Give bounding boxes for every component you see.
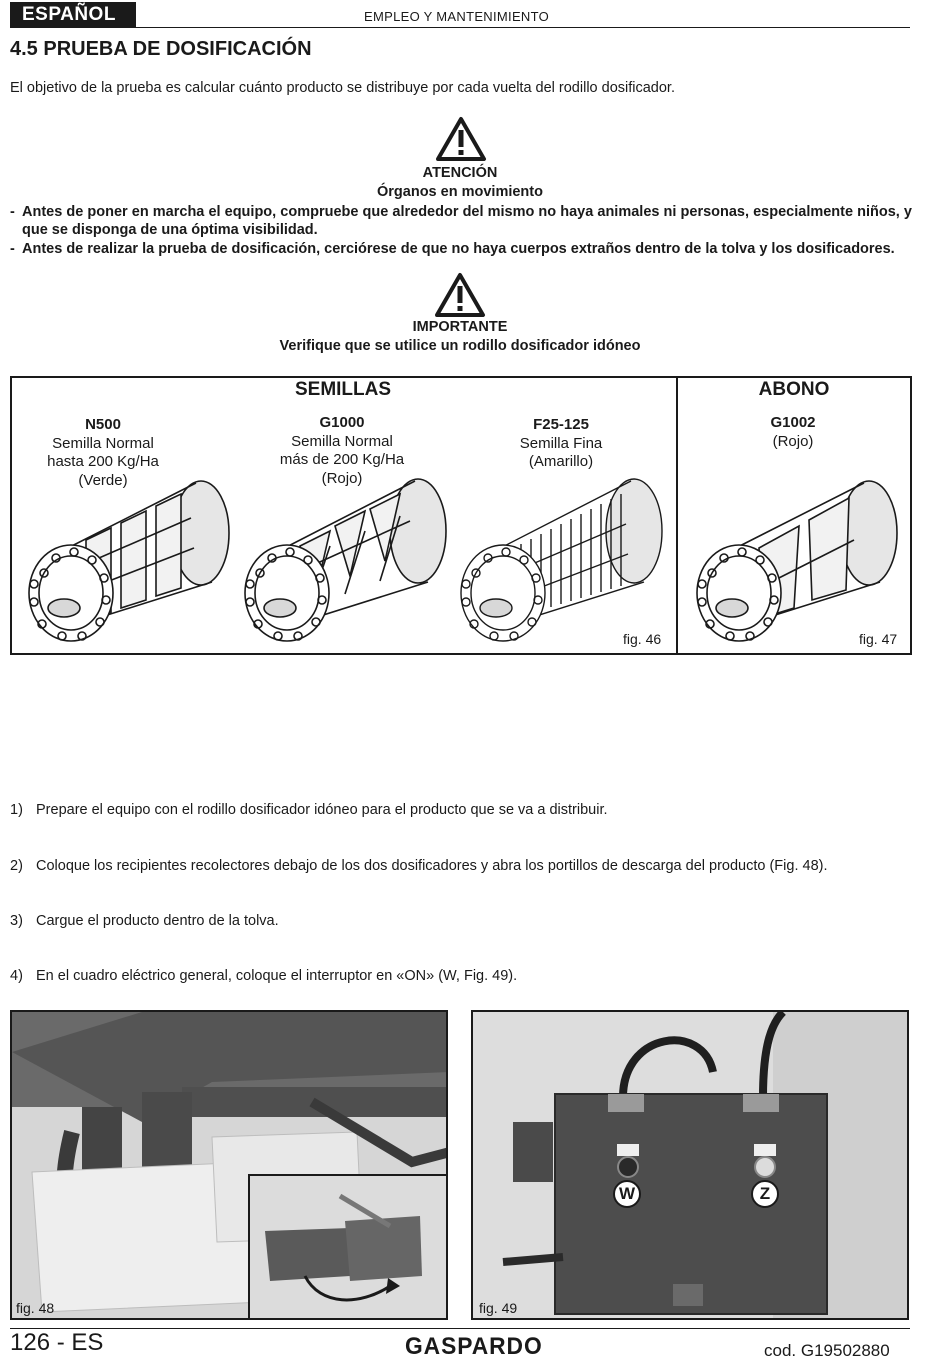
switch-w-marker: W [613, 1180, 641, 1208]
roller-caption-f25 [461, 416, 661, 472]
warning-item: - Antes de realizar la prueba de dosificación, cerciórese de que no haya cuerpos extraños dentro de la tolva y los dosificadores. [10, 240, 912, 258]
roller-desc: (Amarillo) [528, 453, 594, 470]
step-text: En el cuadro eléctrico general, coloque el interruptor en «ON» (W, Fig. 49). [36, 968, 518, 984]
roller-desc: (Rojo) [321, 469, 363, 487]
brand-logo: GASPARDO [405, 1333, 543, 1360]
roller-g1002-illustration [684, 478, 904, 653]
important-text: Verifique que se utilice un rodillo dosificador idóneo [279, 338, 641, 354]
warning-item: - Antes de poner en marcha el equipo, compruebe que alrededor del mismo no haya animales ni personas, especialmente niños, y que se disponga de una óptima visibilidad. [10, 203, 912, 239]
step-item [10, 802, 608, 818]
roller-code: G1000 [319, 414, 365, 431]
electrical-panel-illustration [473, 1012, 909, 1320]
step-text: Coloque los recipientes recolectores debajo de los dos dosificadores y abra los portillos de descarga del producto (Fig. 48). [36, 858, 828, 874]
inset-detail [248, 1174, 448, 1320]
rollers-table-divider [676, 376, 678, 655]
footer-divider [10, 1328, 910, 1329]
important-title: IMPORTANTE [412, 319, 508, 335]
discharge-gate-illustration [250, 1176, 446, 1318]
roller-caption-g1002 [693, 414, 893, 451]
roller-code: N500 [85, 416, 121, 433]
warning-triangle-icon [434, 272, 486, 318]
page-number: 126 - ES [10, 1329, 104, 1356]
intro-paragraph: El objetivo de la prueba es calcular cuánto producto se distribuye por cada vuelta del rodillo dosificador. [10, 80, 675, 96]
switch-z-marker: Z [751, 1180, 779, 1208]
document-code: cod. G19502880 [764, 1341, 890, 1360]
step-item [10, 913, 279, 929]
roller-desc: hasta 200 Kg/Ha [47, 453, 159, 470]
roller-desc: (Verde) [78, 471, 128, 489]
step-item [10, 858, 828, 874]
step-number: 2) [10, 858, 23, 874]
roller-n500-illustration [16, 478, 236, 653]
language-badge: ESPAÑOL [10, 2, 136, 28]
warning-triangle-icon [435, 116, 487, 162]
warning-list [10, 203, 912, 259]
photo-fig-49 [471, 1010, 909, 1320]
fertilizer-heading: ABONO [758, 379, 830, 400]
fig-48-label: fig. 48 [16, 1300, 55, 1316]
roller-desc: Semilla Normal [52, 434, 154, 452]
roller-desc: más de 200 Kg/Ha [279, 451, 405, 468]
photo-fig-48 [10, 1010, 448, 1320]
step-number: 4) [10, 968, 23, 984]
step-text: Prepare el equipo con el rodillo dosificador idóneo para el producto que se va a distribuir. [36, 802, 608, 818]
roller-desc: Semilla Fina [519, 434, 603, 452]
roller-code: G1002 [770, 414, 816, 431]
roller-f25-illustration [446, 476, 666, 654]
roller-desc: (Rojo) [772, 432, 814, 450]
roller-desc: Semilla Normal [291, 432, 393, 450]
warning-subtitle: Órganos en movimiento [377, 184, 543, 200]
fig-49-label: fig. 49 [479, 1300, 518, 1316]
step-item [10, 968, 517, 984]
roller-code: F25-125 [533, 416, 589, 433]
header-divider [136, 27, 910, 28]
step-text: Cargue el producto dentro de la tolva. [36, 913, 279, 929]
header-title: EMPLEO Y MANTENIMIENTO [364, 9, 550, 24]
step-number: 1) [10, 802, 23, 818]
seeds-heading: SEMILLAS [294, 379, 392, 400]
roller-g1000-illustration [230, 476, 450, 654]
warning-title: ATENCIÓN [422, 165, 498, 181]
fig-46-label: fig. 46 [623, 631, 662, 647]
step-number: 3) [10, 913, 23, 929]
fig-47-label: fig. 47 [859, 631, 898, 647]
section-title: 4.5 PRUEBA DE DOSIFICACIÓN [10, 38, 312, 60]
